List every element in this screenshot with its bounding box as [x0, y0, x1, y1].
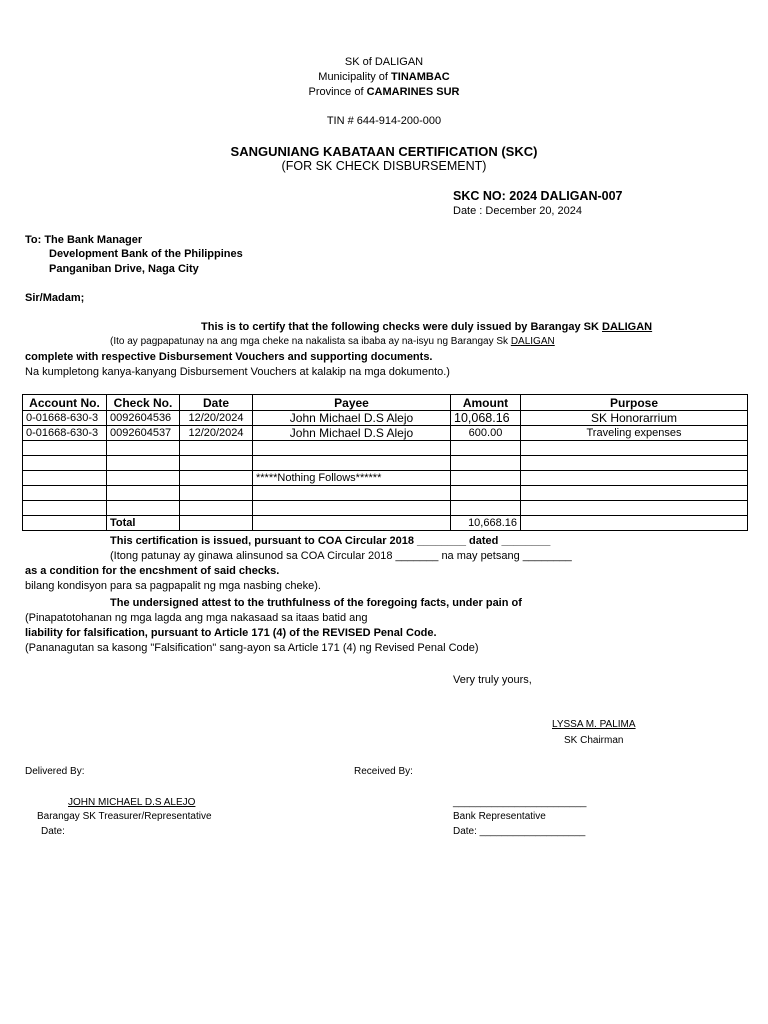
payee-cell: John Michael D.S Alejo	[253, 426, 451, 441]
header-account-no: Account No.	[23, 395, 107, 411]
check-no-cell: 0092604536	[107, 411, 180, 426]
chairman-title: SK Chairman	[564, 735, 624, 746]
total-label: Total	[107, 516, 180, 531]
tin-number: TIN # 644-914-200-000	[326, 115, 442, 127]
purpose-cell: SK Honorarrium	[521, 411, 748, 426]
amount-cell: 10,068.16	[451, 411, 521, 426]
table-header-row	[23, 395, 748, 411]
salutation: Sir/Madam;	[25, 292, 85, 304]
municipality-line	[0, 71, 768, 83]
check-no-cell: 0092604537	[107, 426, 180, 441]
province-name: CAMARINES SUR	[366, 86, 460, 98]
table-row-empty	[23, 456, 748, 471]
bank-representative-title: Bank Representative	[453, 811, 546, 822]
document-title: SANGUNIANG KABATAAN CERTIFICATION (SKC)	[230, 144, 538, 159]
nothing-follows-cell: *****Nothing Follows******	[253, 471, 451, 486]
complete-statement: complete with respective Disbursement Vouchers and supporting documents.	[25, 351, 433, 363]
checks-table	[22, 394, 748, 531]
addressee-to: To: The Bank Manager	[25, 234, 143, 246]
condition-line: as a condition for the encshment of said checks.	[25, 565, 280, 577]
liability-line: liability for falsification, pursuant to Article 171 (4) of the REVISED Penal Code.	[25, 627, 437, 639]
treasurer-title: Barangay SK Treasurer/Representative	[37, 811, 212, 822]
table-total-row	[23, 516, 748, 531]
table-row	[23, 426, 748, 441]
municipality-name: TINAMBAC	[391, 71, 450, 83]
table-row-empty	[23, 501, 748, 516]
header-purpose: Purpose	[521, 395, 748, 411]
treasurer-name: JOHN MICHAEL D.S ALEJO	[68, 797, 196, 808]
province-prefix: Province of	[308, 86, 367, 98]
header-amount: Amount	[451, 395, 521, 411]
header-check-no: Check No.	[107, 395, 180, 411]
certify-tl-prefix: (Ito ay pagpapatunay na ang mga cheke na nakalista sa ibaba ay na-isyu ng Barangay Sk	[110, 336, 511, 347]
treasurer-date: Date:	[41, 826, 65, 837]
bank-address: Panganiban Drive, Naga City	[49, 263, 199, 275]
liability-line-tl: (Pananagutan sa kasong "Falsification" sang-ayon sa Article 171 (4) ng Revised Penal Code)	[25, 642, 479, 654]
account-no-cell: 0-01668-630-3	[23, 426, 107, 441]
bank-name: Development Bank of the Philippines	[49, 248, 243, 260]
province-line	[0, 86, 768, 98]
account-no-cell: 0-01668-630-3	[23, 411, 107, 426]
header-payee: Payee	[253, 395, 451, 411]
closing: Very truly yours,	[453, 674, 532, 686]
coa-circular-line: This certification is issued, pursuant to COA Circular 2018 ________ dated ________	[110, 535, 551, 547]
certify-statement-tl	[110, 336, 555, 347]
bank-signature-line: ________________________	[453, 797, 587, 808]
skc-number: SKC NO: 2024 DALIGAN-007	[453, 189, 623, 203]
total-value: 10,668.16	[451, 516, 521, 531]
date-cell: 12/20/2024	[180, 411, 253, 426]
attest-line: The undersigned attest to the truthfulness of the foregoing facts, under pain of	[110, 597, 522, 609]
table-row-empty	[23, 441, 748, 456]
attest-line-tl: (Pinapatotohanan ng mga lagda ang mga nakasaad sa itaas batid ang	[25, 612, 368, 624]
coa-circular-line-tl: (Itong patunay ay ginawa alinsunod sa COA Circular 2018 _______ na may petsang ________	[110, 550, 572, 562]
payee-cell: John Michael D.S Alejo	[253, 411, 451, 426]
table-row-nothing-follows	[23, 471, 748, 486]
municipality-prefix: Municipality of	[318, 71, 392, 83]
header-date: Date	[180, 395, 253, 411]
purpose-cell: Traveling expenses	[521, 426, 748, 441]
amount-cell: 600.00	[451, 426, 521, 441]
date-cell: 12/20/2024	[180, 426, 253, 441]
table-row	[23, 411, 748, 426]
received-by-label: Received By:	[354, 766, 413, 777]
document-date: Date : December 20, 2024	[453, 205, 583, 217]
org-name: SK of DALIGAN	[344, 56, 424, 68]
table-row-empty	[23, 486, 748, 501]
certify-prefix: This is to certify that the following checks were duly issued by Barangay SK	[201, 321, 602, 333]
complete-statement-tl: Na kumpletong kanya-kanyang Disbursement Vouchers at kalakip na mga dokumento.)	[25, 366, 450, 378]
bank-date: Date: ___________________	[453, 826, 586, 837]
certify-statement	[201, 321, 652, 333]
certify-place: DALIGAN	[602, 321, 653, 333]
certify-tl-place: DALIGAN	[510, 336, 555, 347]
condition-line-tl: bilang kondisyon para sa pagpapalit ng mga nasbing cheke).	[25, 580, 321, 592]
delivered-by-label: Delivered By:	[25, 766, 85, 777]
document-subtitle: (FOR SK CHECK DISBURSEMENT)	[281, 159, 487, 173]
chairman-name: LYSSA M. PALIMA	[552, 719, 636, 730]
